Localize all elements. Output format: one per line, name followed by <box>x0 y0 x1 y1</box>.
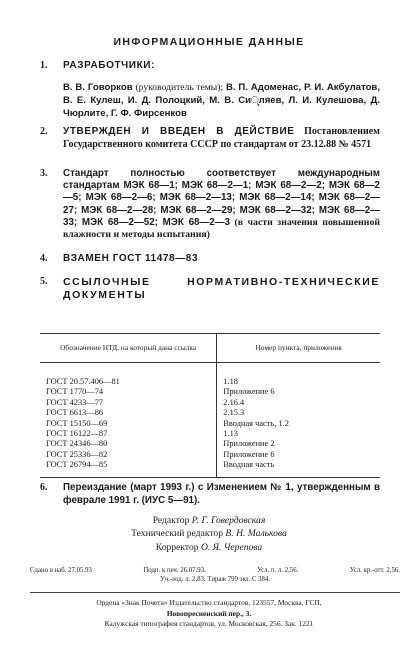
page-title: ИНФОРМАЦИОННЫЕ ДАННЫЕ <box>113 36 305 48</box>
section-heading: ССЫЛОЧНЫЕ НОРМАТИВНО-ТЕХНИЧЕСКИЕ ДОКУМЕНТЫ <box>63 276 380 302</box>
table-row <box>40 439 380 449</box>
credit-name: Р. Г. Говердовская <box>191 515 266 526</box>
imprint-signed: Подп. к печ. 26.07.93. <box>143 567 206 574</box>
table-row <box>40 429 380 439</box>
credits-block <box>0 514 418 554</box>
publisher-line: Ордена «Знак Почета» Издательство стандартов, 123557, Москва, ГСП, <box>96 598 322 607</box>
table-row <box>40 419 380 429</box>
section-heading: ВЗАМЕН ГОСТ 11478—83 <box>63 253 199 264</box>
section-number: 1. <box>40 60 48 71</box>
credit-role: Технический редактор <box>131 528 226 540</box>
ref-clause-cell: Вводная часть <box>217 460 380 477</box>
section-number: 2. <box>40 126 48 137</box>
ref-clause-cell: Приложение 6 <box>217 387 380 397</box>
imprint-prints: Усл. кр.-отт. 2,56. <box>349 567 400 574</box>
ref-doc-cell: ГОСТ 24346—80 <box>46 439 108 449</box>
divider <box>30 592 400 593</box>
reissue-text: Переиздание (март 1993 г.) с Изменением № 1, утвержденным в феврале 1991 г. (ИУС 5—91). <box>63 482 380 506</box>
printer-line: Калужская типография стандартов, ул. Московская, 256. Зак. 1221 <box>104 619 314 628</box>
conformance-text: Стандарт полностью соответствует международным стандартам МЭК 68—1; МЭК 68—2—1; МЭК 68—2—2; МЭК 68—2—5; МЭК 68—2—6; МЭК 68—2—13; МЭК 68—2—14; МЭК 68—2—27; МЭК 68—2—28; МЭК 68—2—29; МЭК 68—2—32; МЭК 68—2—33; МЭК 68—2—52; МЭК 68—2—3 <box>63 168 380 228</box>
credit-role: Редактор <box>152 515 192 526</box>
section-number: 4. <box>40 253 48 264</box>
section-heading: РАЗРАБОТЧИКИ: <box>63 60 155 71</box>
table-body <box>40 363 380 478</box>
ref-clause-cell: 2.15.3 <box>217 408 380 418</box>
developer-names: В. П. Адоменас, Р. И. Акбулатов, В. Е. Кулеш, И. Д. Полоцкий, М. В. Си્ляев, Л. И. Кулешова, Д. Чюрлите, Г. Ф. Фирсенков <box>63 81 380 119</box>
table-row <box>40 408 380 418</box>
section-reissue <box>40 482 380 507</box>
lead-developer: В. В. Говорков <box>63 81 133 93</box>
conformance-note: (в части значения повышенной влажности и методы испытания) <box>63 216 380 241</box>
ref-clause-cell: 1.13 <box>217 429 380 439</box>
credit-proofreader <box>0 541 418 554</box>
ref-doc-cell: ГОСТ 4233—77 <box>46 397 104 407</box>
credit-tech-editor <box>0 527 418 540</box>
table-header-row <box>40 334 380 363</box>
section-references <box>40 276 380 303</box>
imprint-typeset: Сдано в наб. 27.05.93 <box>30 567 92 574</box>
credit-editor <box>0 514 418 527</box>
imprint-sheets: Усл. п. л. 2,56. <box>257 567 299 574</box>
column-header: Обозначение НТД, на который дана ссылка <box>40 334 217 363</box>
ref-doc-cell: ГОСТ 1770—74 <box>46 387 104 397</box>
publisher-address: Новопресненский пер., 3. <box>166 608 252 618</box>
section-developers <box>40 60 380 120</box>
developers-list <box>63 81 380 120</box>
table-row <box>40 398 380 408</box>
imprint-block <box>30 566 400 584</box>
table-row <box>40 460 380 477</box>
imprint-line: Уч.-изд. л. 2,83. Тираж 799 экз. С 384. <box>160 576 270 583</box>
publisher-footer <box>0 598 418 630</box>
section-number: 5. <box>40 276 48 287</box>
ref-doc-cell: ГОСТ 25336—82 <box>46 449 108 459</box>
ref-doc-cell: ГОСТ 15150—69 <box>46 418 108 428</box>
column-header: Номер пункта, приложения <box>217 334 380 363</box>
ref-clause-cell: Приложение 2 <box>217 439 380 449</box>
lead-role: (руководитель темы); <box>135 81 224 93</box>
ref-clause-cell: 1.18 <box>217 363 380 388</box>
table-row <box>40 387 380 397</box>
credit-name: В. Н. Малькова <box>225 528 287 540</box>
approval-text: Постановлением Государственного комитета СССР по стандартам от 23.12.88 № 4571 <box>63 126 380 150</box>
section-replaces <box>40 253 380 266</box>
ref-clause-cell: Приложение 6 <box>217 450 380 460</box>
section-conformance <box>40 168 380 241</box>
ref-clause-cell: 2.16.4 <box>217 398 380 408</box>
credit-role: Корректор <box>155 541 201 553</box>
ref-doc-cell: ГОСТ 6613—86 <box>46 408 104 418</box>
ref-doc-cell: ГОСТ 26794—85 <box>46 460 108 470</box>
table-row <box>40 363 380 388</box>
ref-doc-cell: ГОСТ 20.57.406—81 <box>46 377 120 386</box>
imprint-line <box>30 566 400 575</box>
section-number: 3. <box>40 168 48 179</box>
ref-clause-cell: Вводная часть, 1.2 <box>217 419 380 429</box>
ref-doc-cell: ГОСТ 16122—87 <box>46 429 108 439</box>
section-number: 6. <box>40 482 48 493</box>
references-table <box>40 333 380 478</box>
section-approval <box>40 126 380 151</box>
section-heading: УТВЕРЖДЕН И ВВЕДЕН В ДЕЙСТВИЕ <box>63 126 295 137</box>
credit-name: О. Я. Черепова <box>200 541 263 553</box>
table-row <box>40 450 380 460</box>
